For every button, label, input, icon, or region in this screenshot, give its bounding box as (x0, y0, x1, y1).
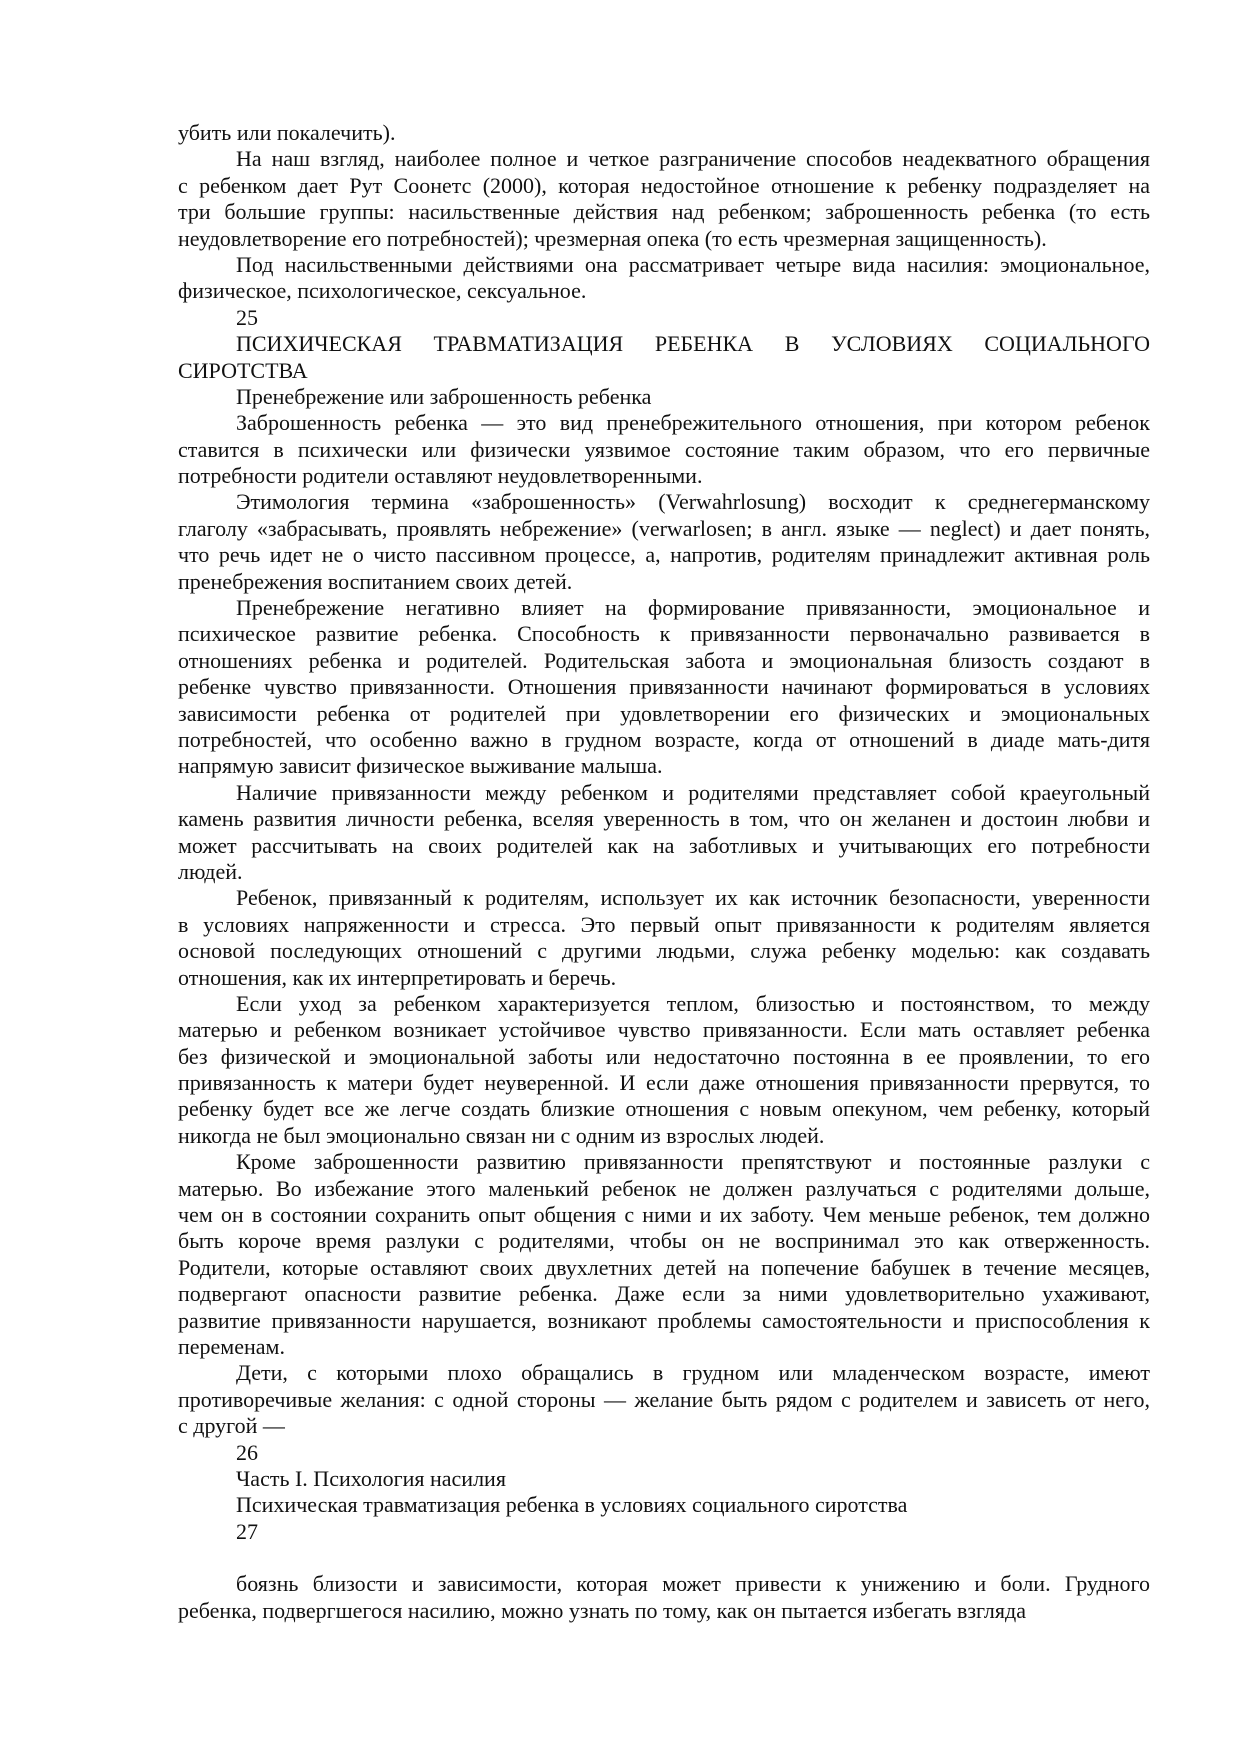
text-line: психическое развитие ребенка. Способность к привязанности первоначально развивается в (178, 621, 1150, 647)
paragraph (178, 410, 1150, 489)
paragraph (178, 1519, 1150, 1545)
paragraph (178, 384, 1150, 410)
text-line: Часть I. Психология насилия (236, 1465, 506, 1491)
text-line: отношения, как их интерпретировать и беречь. (178, 964, 617, 990)
text-line: матерью и ребенком возникает устойчивое чувство привязанности. Если мать оставляет ребенка (178, 1017, 1150, 1043)
blank-line (178, 1545, 1150, 1571)
text-line: противоречивые желания: с одной стороны — желание быть рядом с родителем и зависеть от него, (178, 1386, 1150, 1412)
text-line: Если уход за ребенком характеризуется теплом, близостью и постоянством, то между (236, 990, 1150, 1016)
text-line: 25 (236, 304, 258, 330)
text-line: Психическая травматизация ребенка в условиях социального сиротства (236, 1492, 908, 1518)
text-line: физическое, психологическое, сексуальное. (178, 278, 587, 304)
paragraph (178, 305, 1150, 331)
text-line: людей. (178, 858, 243, 884)
text-line: пренебрежения воспитанием своих детей. (178, 568, 573, 594)
paragraph (178, 1492, 1150, 1518)
text-line: никогда не был эмоционально связан ни с одним из взрослых людей. (178, 1122, 825, 1148)
text-line: СИРОТСТВА (178, 357, 308, 383)
text-line: быть короче время разлуки с родителями, чтобы он не воспринимал это как отверженность. (178, 1228, 1150, 1254)
text-line: что речь идет не о чисто пассивном процессе, а, напротив, родителям принадлежит активная роль (178, 542, 1150, 568)
text-line: неудовлетворение его потребностей); чрезмерная опека (то есть чрезмерная защищенность). (178, 225, 1047, 251)
paragraph (178, 1466, 1150, 1492)
text-line: убить или покалечить). (178, 120, 396, 145)
paragraph (178, 489, 1150, 595)
text-line: потребности родители оставляют неудовлетворенными. (178, 463, 703, 489)
text-line: напрямую зависит физическое выживание малыша. (178, 753, 663, 779)
text-line: ставится в психически или физически уязвимое состояние таким образом, что его первичные (178, 436, 1150, 462)
text-line: Дети, с которыми плохо обращались в грудном или младенческом возрасте, имеют (236, 1360, 1150, 1386)
text-line: Под насильственными действиями она рассматривает четыре вида насилия: эмоциональное, (236, 251, 1150, 277)
document-page (178, 120, 1150, 1624)
paragraph (178, 991, 1150, 1149)
text-line: ребенку будет все же легче создать близкие отношения с новым опекуном, чем ребенку, который (178, 1096, 1150, 1122)
text-line: Родители, которые оставляют своих двухлетних детей на попечение бабушек в течение месяцев, (178, 1254, 1150, 1280)
text-line: глаголу «забрасывать, проявлять небрежение» (verwarlosen; в англ. языке — neglect) и дает понять, (178, 515, 1150, 541)
paragraph (178, 885, 1150, 991)
text-line: развитие привязанности нарушается, возникают проблемы самостоятельности и приспособления к (178, 1307, 1150, 1333)
text-line: боязнь близости и зависимости, которая может привести к унижению и боли. Грудного (236, 1571, 1150, 1597)
text-line: Ребенок, привязанный к родителям, использует их как источник безопасности, уверенности (236, 885, 1150, 911)
paragraph (178, 1360, 1150, 1439)
paragraph (178, 595, 1150, 780)
text-line: подвергают опасности развитие ребенка. Даже если за ними удовлетворительно ухаживают, (178, 1281, 1150, 1307)
text-line: ПСИХИЧЕСКАЯ ТРАВМАТИЗАЦИЯ РЕБЕНКА В УСЛОВИЯХ СОЦИАЛЬНОГО (236, 331, 1150, 357)
paragraph (178, 120, 1150, 146)
text-line: матерью. Во избежание этого маленький ребенок не должен разлучаться с родителями дольше, (178, 1175, 1150, 1201)
text-line: Заброшенность ребенка — это вид пренебрежительного отношения, при котором ребенок (236, 410, 1150, 436)
text-line: с ребенком дает Рут Соонетс (2000), которая недостойное отношение к ребенку подразделяет на (178, 172, 1150, 198)
paragraph (178, 146, 1150, 252)
paragraph (178, 1571, 1150, 1624)
text-line: чем он в состоянии сохранить опыт общения с ними и их заботу. Чем меньше ребенок, тем должно (178, 1202, 1150, 1228)
text-line: основой последующих отношений с другими людьми, служа ребенку моделью: как создавать (178, 938, 1150, 964)
paragraph (178, 252, 1150, 305)
paragraph (178, 1149, 1150, 1360)
text-line: Кроме заброшенности развитию привязанности препятствуют и постоянные разлуки с (236, 1149, 1150, 1175)
text-line: Пренебрежение негативно влияет на формирование привязанности, эмоциональное и (236, 595, 1150, 621)
paragraph (178, 1440, 1150, 1466)
text-line: переменам. (178, 1333, 285, 1359)
text-line: Пренебрежение или заброшенность ребенка (236, 383, 652, 409)
text-line: камень развития личности ребенка, вселяя уверенность в том, что он желанен и достоин любви и (178, 806, 1150, 832)
text-line: На наш взгляд, наиболее полное и четкое разграничение способов неадекватного обращения (236, 146, 1150, 172)
paragraph (178, 780, 1150, 886)
text-line: зависимости ребенка от родителей при удовлетворении его физических и эмоциональных (178, 700, 1150, 726)
text-line: Наличие привязанности между ребенком и родителями представляет собой краеугольный (236, 779, 1150, 805)
paragraph (178, 331, 1150, 384)
text-line: может рассчитывать на своих родителей как на заботливых и учитывающих его потребности (178, 832, 1150, 858)
text-line: ребенке чувство привязанности. Отношения привязанности начинают формироваться в условиях (178, 674, 1150, 700)
text-line: без физической и эмоциональной заботы или недостаточно постоянна в ее проявлении, то его (178, 1043, 1150, 1069)
text-line: ребенка, подвергшегося насилию, можно узнать по тому, как он пытается избегать взгляда (178, 1597, 1026, 1623)
text-line: с другой — (178, 1413, 285, 1439)
text-line: отношениях ребенка и родителей. Родительская забота и эмоциональная близость создают в (178, 647, 1150, 673)
text-line: в условиях напряженности и стресса. Это первый опыт привязанности к родителям является (178, 911, 1150, 937)
text-line: 26 (236, 1439, 258, 1465)
text-line: потребностей, что особенно важно в грудном возрасте, когда от отношений в диаде мать-дитя (178, 726, 1150, 752)
text-line: привязанность к матери будет неуверенной. И если даже отношения привязанности прервутся, то (178, 1070, 1150, 1096)
text-line: 27 (236, 1518, 258, 1544)
text-line: Этимология термина «заброшенность» (Verwahrlosung) восходит к среднегерманскому (236, 489, 1150, 515)
text-line: три большие группы: насильственные действия над ребенком; заброшенность ребенка (то есть (178, 199, 1150, 225)
